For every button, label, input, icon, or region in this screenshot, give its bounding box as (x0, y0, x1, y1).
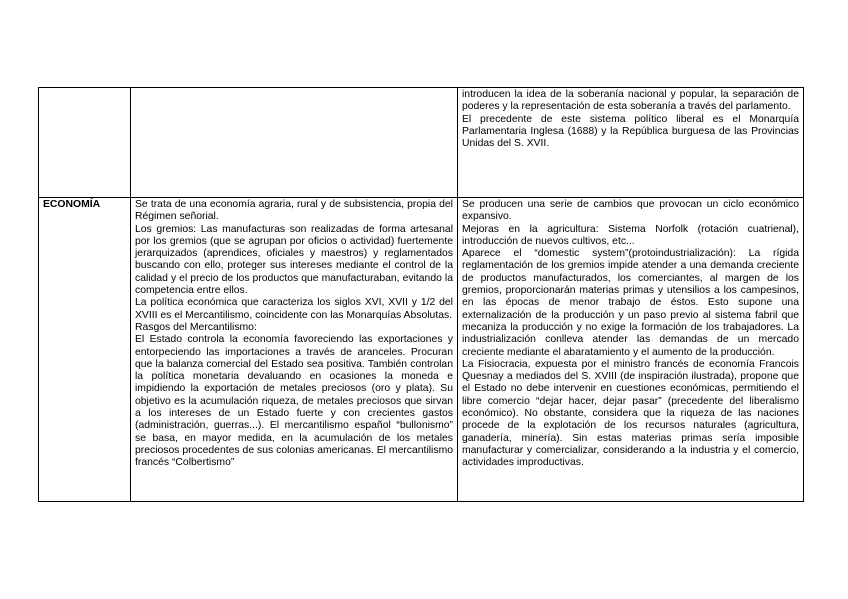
paragraph: La política económica que caracteriza los siglos XVI, XVII y 1/2 del XVIII es el Mercantilismo, coincidente con las Monarquías Absolutas. (135, 297, 453, 321)
paragraph: La Fisiocracia, expuesta por el ministro francés de economía Francois Quesnay a mediados del S. XVIII (de inspiración ilustrada), propone que el Estado no debe intervenir en cuestiones económicas, permitiendo el libre comercio “dejar hacer, dejar pasar” (precedente del liberalismo económico). No obstante, considera que la riqueza de las naciones procede de la explotación de los recursos naturales (agricultura, ganadería, minería). Sin estas materias primas sería imposible manufacturar y comercializar, considerando a la industria y el comercio, actividades improductivas. (462, 358, 799, 469)
paragraph: Mejoras en la agricultura: Sistema Norfolk (rotación cuatrienal), introducción de nuevos cultivos, etc... (462, 223, 799, 247)
comparison-table (38, 87, 804, 502)
table-row-top (39, 88, 804, 198)
paragraph: Se trata de una economía agraria, rural y de subsistencia, propia del Régimen señorial. (135, 199, 453, 223)
paragraph: Los gremios: Las manufacturas son realizadas de forma artesanal por los gremios (que se agrupan por oficios o actividad) fuertemente jerarquizados (aprendices, oficiales y maestros) y reglamentados buscando con ello, proteger sus intereses mediante el control de la calidad y el precio de los productos que manufacturaban, evitando la competencia entre ellos. (135, 223, 453, 297)
paragraph: El precedente de este sistema político liberal es el Monarquía Parlamentaria Inglesa (1688) y la República burguesa de las Provincias Unidas del S. XVII. (462, 113, 799, 150)
table-row-economia (39, 198, 804, 502)
economia-right-cell (458, 198, 804, 502)
paragraph: Rasgos del Mercantilismo: (135, 321, 257, 333)
row-label-economia: ECONOMÍA (39, 198, 131, 502)
top-row-label-cell (39, 88, 131, 198)
paragraph: Se producen una serie de cambios que provocan un ciclo económico expansivo. (462, 199, 799, 223)
paragraph: introducen la idea de la soberanía nacional y popular, la separación de poderes y la representación de esta soberanía a través del parlamento. (462, 89, 799, 113)
top-row-middle-cell (131, 88, 458, 198)
economia-middle-cell (131, 198, 458, 502)
paragraph: El Estado controla la economía favoreciendo las exportaciones y entorpeciendo las importaciones a través de aranceles. Procuran que la balanza comercial del Estado sea positiva. También controlan la política monetaria devaluando en ocasiones la moneda e impidiendo la exportación de metales preciosos (oro y plata). Su objetivo es la acumulación riqueza, de metales preciosos que sirvan a los intereses de un Estado fuerte y con crecientes gastos (administración, guerras...). El mercantilismo español “bullonismo” se basa, en mayor medida, en la acumulación de los metales preciosos procedentes de sus colonias americanas. El mercantilismo francés “Colbertismo” (135, 334, 453, 469)
paragraph: Aparece el “domestic system”(protoindustrialización): La rígida reglamentación de los gremios impide atender a una demanda creciente de productos manufacturados, los comerciantes, al margen de los gremios, proporcionarán materias primas y utensilios a los campesinos, en las épocas de menor trabajo de éstos. Esto supone una externalización de la producción y un paso previo al sistema fabril que mecaniza la producción y no exige la formación de los trabajadores. La industrialización conlleva atender las demandas de un mercado creciente mediante el abaratamiento y el aumento de la producción. (462, 248, 799, 358)
top-row-right-cell (458, 88, 804, 198)
